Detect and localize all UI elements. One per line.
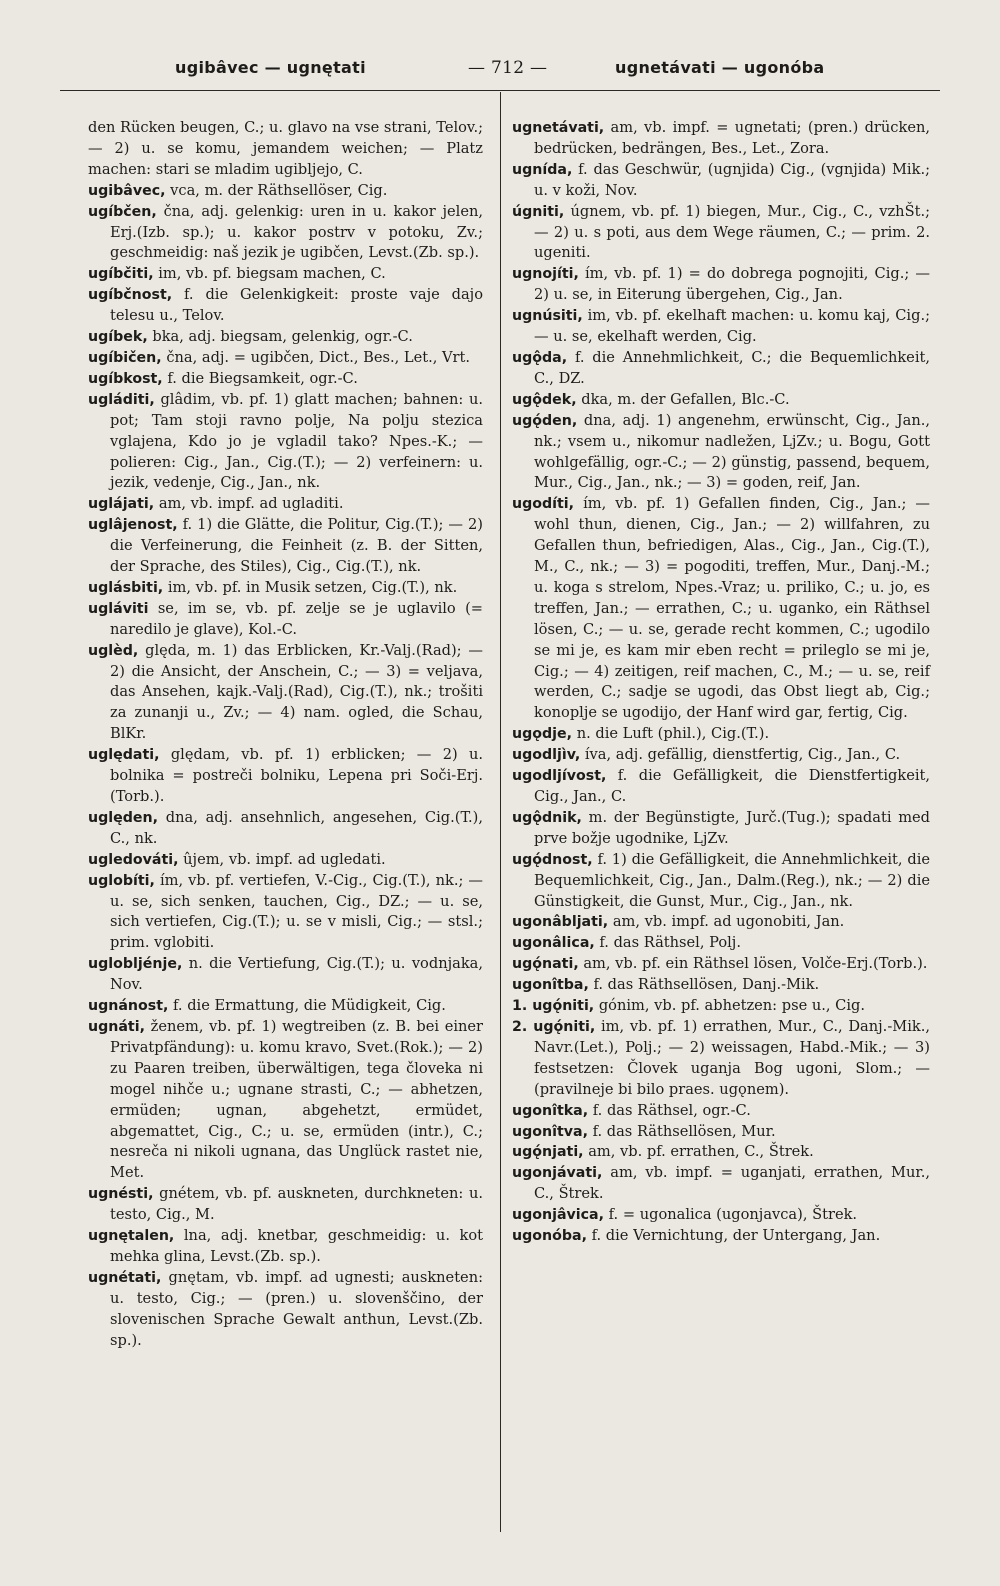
dictionary-entry: [512, 850, 930, 913]
header-rule: [60, 90, 940, 91]
entry-headword: ugnétati,: [88, 1269, 162, 1286]
entry-definition: f. = ugonalica (ugonjavca), Štrek.: [608, 1206, 858, 1224]
header-right-guide-words: ugnetávati — ugonóba: [615, 58, 825, 77]
entry-definition: íva, adj. gefällig, dienstfertig, Cig., Jan., C.: [584, 746, 901, 764]
entry-definition: lna, adj. knetbar, geschmeidig: u. kot mehka glina, Levst.(Zb. sp.).: [110, 1227, 484, 1265]
header-left-guide-words: ugibâvec — ugnętati: [175, 58, 366, 77]
entry-definition: am, vb. impf. = ugnetati; (pren.) drücken, bedrücken, bedrängen, Bes., Let., Zora.: [534, 119, 931, 157]
dictionary-entry: [512, 766, 930, 808]
dictionary-entry: [512, 1142, 930, 1163]
entry-headword: ugnída,: [512, 161, 573, 178]
entry-headword: ugíbčen,: [88, 203, 157, 220]
dictionary-entry: [88, 1184, 483, 1226]
entry-headword: ugǫ̂dek,: [512, 391, 577, 408]
entry-headword: ugǫ́nati,: [512, 956, 579, 973]
entry-definition: im, vb. pf. 1) errathen, Mur., C., Danj.-Mik., Navr.(Let.), Polj.; — 2) weissagen, Habd.-Mik.; — 3) festsetzen: Človek uganja Bog ugoni, Slom.; — (pravilneje bi bilo praes. ugǫnem).: [534, 1017, 930, 1098]
entry-definition: ím, vb. pf. 1) = do dobrega pognojiti, Cig.; — 2) u. se, in Eiterung übergehen, Cig., Jan.: [534, 265, 930, 304]
entry-definition: ględam, vb. pf. 1) erblicken; — 2) u. bolnika = postreči bolniku, Lepena pri Soči-Erj.(Torb.).: [110, 746, 484, 805]
entry-definition: glâdim, vb. pf. 1) glatt machen; bahnen: u. pot; Tam stoji ravno polje, Na polju stezica vglajena, Kdo jo je vgladil tako? Npes.-K.; — polieren: Cig., Jan., Cig.(T.); — 2) verfeinern: u. jezik, vedenje, Cig., Jan., nk.: [110, 390, 484, 492]
entry-headword: ugonjâvica,: [512, 1207, 605, 1224]
entry-headword: ugnojíti,: [512, 266, 579, 283]
entry-definition: n. die Vertiefung, Cig.(T.); u. vodnjaka, Nov.: [110, 955, 483, 994]
dictionary-entry: [88, 745, 483, 808]
dictionary-entry: [88, 202, 483, 265]
dictionary-entry: [512, 724, 930, 745]
entry-definition: f. die Biegsamkeit, ogr.-C.: [167, 369, 358, 387]
entry-headword: 1. ugǫ́niti,: [512, 998, 595, 1015]
entry-headword: ugíbčiti,: [88, 266, 154, 283]
entry-headword: ugláditi,: [88, 391, 155, 408]
right-column: [512, 118, 930, 1247]
dictionary-entry: [88, 494, 483, 515]
entry-headword: ugláviti: [88, 600, 149, 617]
entry-headword: ugonîtba,: [512, 977, 589, 994]
entry-definition: am, vb. pf. errathen, C., Štrek.: [588, 1143, 814, 1161]
entry-definition: im, vb. pf. in Musik setzen, Cig.(T.), nk.: [167, 578, 458, 596]
entry-headword: ugodíti,: [512, 496, 575, 513]
entry-definition: f. die Gefälligkeit, die Dienstfertigkeit, Cig., Jan., C.: [534, 767, 931, 805]
entry-definition: úgnem, vb. pf. 1) biegen, Mur., Cig., C., vzhŠt.; — 2) u. s poti, aus dem Wege räumen, C.; — prim. 2. ugeniti.: [534, 202, 930, 262]
entry-headword: ugǫ̂da,: [512, 349, 568, 366]
entry-definition: f. die Gelenkigkeit: proste vaje dajo telesu u., Telov.: [110, 286, 483, 325]
page-number: — 712 —: [468, 58, 548, 78]
entry-headword: ugnetávati,: [512, 120, 605, 136]
dictionary-entry: [88, 264, 483, 285]
dictionary-entry: [512, 1122, 930, 1143]
entry-definition: f. 1) die Gefälligkeit, die Annehmlichkeit, die Bequemlichkeit, Cig., Jan., Dalm.(Reg.), nk.; — 2) die Günstigkeit, die Gunst, Mur., Cig., Jan., nk.: [534, 850, 930, 910]
entry-definition: f. die Ermattung, die Müdigkeit, Cig.: [173, 997, 446, 1015]
dictionary-entry: [88, 1017, 483, 1184]
dictionary-entry: [88, 578, 483, 599]
entry-definition: f. das Räthsel, ogr.-C.: [592, 1101, 751, 1119]
entry-headword: ugnúsiti,: [512, 308, 583, 325]
dictionary-entry: [88, 850, 483, 871]
entry-definition: bka, adj. biegsam, gelenkig, ogr.-C.: [152, 328, 413, 346]
dictionary-entry: [512, 118, 930, 160]
dictionary-entry: [88, 390, 483, 495]
entry-headword: uglèd,: [88, 642, 139, 659]
dictionary-entry: [88, 808, 483, 850]
entry-headword: ugǫ́den,: [512, 412, 578, 429]
dictionary-entry: [88, 348, 483, 369]
running-head: [0, 58, 1000, 84]
entry-definition: čna, adj. = ugibčen, Dict., Bes., Let., Vrt.: [166, 348, 471, 366]
dictionary-entry: [88, 181, 483, 202]
entry-definition: im, vb. pf. biegsam machen, C.: [158, 265, 386, 283]
entry-headword: ugíbičen,: [88, 349, 162, 366]
entry-definition: ûjem, vb. impf. ad ugledati.: [183, 850, 386, 868]
dictionary-entry: [512, 1017, 930, 1101]
entry-headword: ugíbkost,: [88, 370, 163, 387]
dictionary-entry: [512, 933, 930, 954]
entry-definition: am, vb. impf. = uganjati, errathen, Mur., C., Štrek.: [534, 1164, 931, 1203]
dictionary-entry: [512, 264, 930, 306]
entry-headword: ugǫ́dnost,: [512, 851, 593, 868]
entry-headword: ugíbek,: [88, 329, 148, 346]
dictionary-entry: [88, 954, 483, 996]
entry-definition: f. das Räthsellösen, Mur.: [592, 1122, 776, 1140]
entry-headword: ugnánost,: [88, 998, 169, 1015]
dictionary-entry: [512, 808, 930, 850]
entry-headword: ugonjávati,: [512, 1165, 603, 1182]
entry-definition: den Rücken beugen, C.; u. glavo na vse strani, Telov.; — 2) u. se komu, jemandem weichen; — Platz machen: stari se mladim ugibljejo, C.: [88, 119, 483, 178]
dictionary-entry: [512, 160, 930, 202]
dictionary-entry: [512, 1163, 930, 1205]
column-divider: [500, 92, 501, 1532]
dictionary-entry: [512, 390, 930, 411]
entry-definition: dna, adj. 1) angenehm, erwünscht, Cig., Jan., nk.; vsem u., nikomur nadležen, LjZv.; u. Bogu, Gott wohlgefällig, ogr.-C.; — 2) günstig, passend, bequem, Mur., Cig., Jan., nk.; — 3) = goden, reif, Jan.: [534, 411, 930, 492]
entry-headword: ugláјati,: [88, 496, 155, 513]
dictionary-entry: [88, 641, 483, 746]
dictionary-entry: [512, 954, 930, 975]
entry-headword: 2. ugǫ́niti,: [512, 1018, 596, 1035]
entry-headword: ugibâvec,: [88, 182, 166, 199]
dictionary-entry: [512, 494, 930, 724]
entry-headword: uglobíti,: [88, 872, 155, 889]
entry-definition: gnétem, vb. pf. auskneten, durchkneten: u. testo, Cig., M.: [110, 1185, 484, 1224]
dictionary-entry: [512, 1205, 930, 1226]
entry-headword: ugnésti,: [88, 1186, 154, 1203]
entry-headword: ugodljìv,: [512, 747, 581, 764]
dictionary-entry: [88, 285, 483, 327]
entry-headword: ugǫ́njati,: [512, 1144, 584, 1161]
dictionary-entry: [512, 996, 930, 1017]
entry-definition: m. der Begünstigte, Jurč.(Tug.); spadati med prve božje ugodnike, LjZv.: [534, 808, 931, 847]
entry-definition: dna, adj. ansehnlich, angesehen, Cig.(T.), C., nk.: [110, 808, 484, 847]
entry-headword: ugíbčnost,: [88, 287, 173, 304]
entry-headword: uględen,: [88, 809, 159, 826]
entry-headword: ugǫdje,: [512, 726, 573, 743]
entry-definition: ženem, vb. pf. 1) wegtreiben (z. B. bei einer Privatpfändung): u. komu kravo, Svet.(Rok.); — 2) zu Paaren treiben, überwältigen, tega človeka ni mogel nihče u.; ugnane strasti, C.; — abhetzen, ermüden; ugnan, abgehetzt, ermüdet, abgemattet, Cig., C.; u. se, ermüden (intr.), C.; nesreča ni nikoli ugnana, das Unglück rastet nie, Met.: [110, 1017, 484, 1182]
entry-definition: am, vb. impf. ad ugonobiti, Jan.: [612, 913, 845, 931]
entry-headword: ugonîtva,: [512, 1123, 588, 1140]
entry-definition: f. das Räthsel, Polj.: [599, 934, 741, 952]
dictionary-entry: [512, 1101, 930, 1122]
dictionary-entry: [88, 996, 483, 1017]
dictionary-entry: [88, 1268, 483, 1352]
entry-headword: ugnáti,: [88, 1018, 145, 1035]
entry-headword: ugonâlica,: [512, 935, 595, 952]
entry-definition: ględa, m. 1) das Erblicken, Kr.-Valj.(Rad); — 2) die Ansicht, der Anschein, C.; — 3) = veljava, das Ansehen, kajk.-Valj.(Rad), Cig.(T.), nk.; trošiti za zunanji u., Zv.; — 4) nam. ogled, die Schau, BlKr.: [110, 641, 483, 743]
dictionary-entry: [512, 975, 930, 996]
dictionary-entry: [88, 1226, 483, 1268]
entry-definition: ím, vb. pf. 1) Gefallen finden, Cig., Jan.; — wohl thun, dienen, Cig., Jan.; — 2) willfahren, zu Gefallen thun, befriedigen, Alas., Cig., Jan., Cig.(T.), M., C., nk.; — 3) = pogoditi, treffen, Mur., Danj.-M.; u. koga s strelom, Npes.-Vraz; u. priliko, C.; u. jo, es treffen, Jan.; — errathen, C.; u. uganko, ein Räthsel lösen, C.; — u. se, gerade recht kommen, C.; ugodilo se mi je, es kam mir eben recht = prileglo se mi je, Cig.; — 4) zeitigen, reif machen, C., M.; — u. se, reif werden, C.; sadje se ugodi, das Obst liegt ab, Cig.; konoplje se ugodijo, der Hanf wird gar, fertig, Cig.: [534, 495, 930, 722]
entry-headword: ugonóba,: [512, 1228, 587, 1245]
entry-definition: im, vb. pf. ekelhaft machen: u. komu kaj, Cig.; — u. se, ekelhaft werden, Cig.: [534, 307, 930, 346]
dictionary-entry: [512, 306, 930, 348]
dictionary-entry: [512, 411, 930, 495]
entry-headword: uględati,: [88, 747, 160, 764]
entry-headword: ugodljívost,: [512, 768, 607, 785]
entry-headword: uglásbiti,: [88, 579, 164, 596]
entry-definition: f. 1) die Glätte, die Politur, Cig.(T.); — 2) die Verfeinerung, die Feinheit (z. B. der Sitten, der Sprache, des Stiles), Cig., Cig.(T.), nk.: [110, 516, 483, 576]
entry-definition: am, vb. impf. ad ugladiti.: [158, 495, 344, 513]
dictionary-entry: [512, 745, 930, 766]
entry-headword: ugnętalen,: [88, 1228, 175, 1245]
dictionary-entry: [88, 515, 483, 578]
dictionary-entry: [88, 327, 483, 348]
entry-definition: n. die Luft (phil.), Cig.(T.).: [576, 725, 770, 743]
entry-definition: f. das Räthsellösen, Danj.-Mik.: [593, 976, 820, 994]
dictionary-entry: [88, 118, 483, 181]
dictionary-entry: [88, 369, 483, 390]
entry-headword: ugǫ̂dnik,: [512, 809, 582, 826]
dictionary-entry: [88, 871, 483, 955]
entry-headword: ugonîtka,: [512, 1102, 589, 1119]
entry-definition: se, im se, vb. pf. zelje se je uglavilo (= naredilo je glave), Kol.-C.: [110, 599, 483, 638]
entry-definition: ím, vb. pf. vertiefen, V.-Cig., Cig.(T.), nk.; — u. se, sich senken, tauchen, Cig., DZ.; — u. se, sich vertiefen, Cig.(T.); u. se v misli, Cig.; — stsl.; prim. vglobiti.: [110, 871, 484, 952]
entry-definition: vca, m. der Räthsellöser, Cig.: [170, 181, 388, 199]
dictionary-entry: [512, 202, 930, 265]
entry-definition: čna, adj. gelenkig: uren in u. kakor jelen, Erj.(Izb. sp.); u. kakor postrv v potoku, Zv.; geschmeidig: naš jezik je ugibčen, Levst.(Zb. sp.).: [110, 202, 483, 262]
entry-headword: uglobljénje,: [88, 956, 183, 973]
entry-definition: gónim, vb. pf. abhetzen: pse u., Cig.: [598, 997, 865, 1015]
dictionary-entry: [88, 599, 483, 641]
dictionary-entry: [512, 912, 930, 933]
entry-definition: f. die Vernichtung, der Untergang, Jan.: [591, 1227, 881, 1245]
entry-headword: uglâjenost,: [88, 517, 178, 534]
dictionary-entry: [512, 1226, 930, 1247]
dictionary-entry: [512, 348, 930, 390]
entry-headword: ugonâbljati,: [512, 914, 609, 931]
entry-definition: f. die Annehmlichkeit, C.; die Bequemlichkeit, C., DZ.: [534, 348, 930, 387]
entry-headword: úgniti,: [512, 203, 565, 220]
entry-definition: gnętam, vb. impf. ad ugnesti; auskneten: u. testo, Cig.; — (pren.) u. slovenščino, der slovenischen Sprache Gewalt anthun, Levst.(Zb. sp.).: [110, 1268, 484, 1349]
entry-headword: ugledováti,: [88, 851, 179, 868]
left-column: [88, 118, 483, 1351]
entry-definition: f. das Geschwür, (ugnjida) Cig., (vgnjida) Mik.; u. v koži, Nov.: [534, 160, 931, 199]
entry-definition: am, vb. pf. ein Räthsel lösen, Volče-Erj.(Torb.).: [583, 955, 928, 973]
entry-definition: dka, m. der Gefallen, Blc.-C.: [581, 390, 790, 408]
